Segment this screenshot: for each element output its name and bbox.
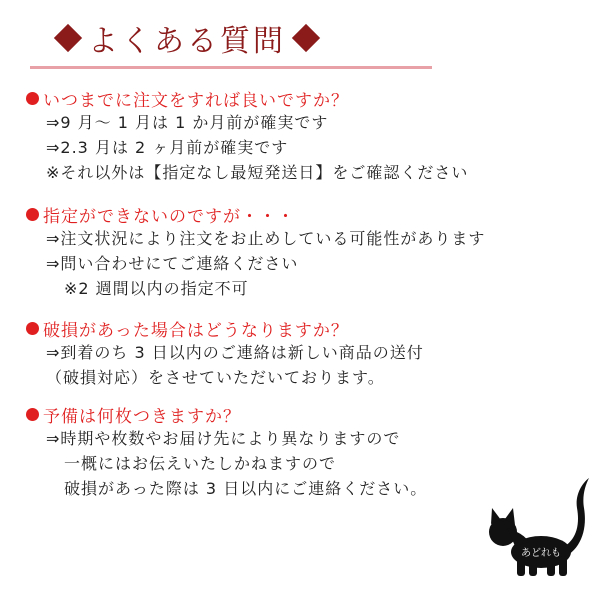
page-title: よくある質問 bbox=[88, 24, 286, 59]
faq-answer-line: ⇒時期や枚数やお届け先により異なりますので bbox=[46, 429, 401, 448]
faq-answer-line: ※2 週間以内の指定不可 bbox=[64, 279, 249, 298]
faq-question-text: 予備は何枚つきますか？ bbox=[43, 406, 241, 427]
red-dot-icon bbox=[26, 92, 39, 105]
faq-answer-line: 一概にはお伝えいたしかねますので bbox=[64, 454, 337, 473]
faq-answer-line: ※それ以外は【指定なし最短発送日】をご確認ください bbox=[46, 163, 469, 182]
faq-question-text: いつまでに注文をすれば良いですか？ bbox=[43, 90, 349, 111]
faq-answer-line: ⇒到着のち 3 日以内のご連絡は新しい商品の送付 bbox=[46, 343, 424, 362]
faq-item-2 bbox=[26, 202, 485, 301]
red-dot-icon bbox=[26, 322, 39, 335]
faq-answer-line: ⇒2.3 月は 2 ヶ月前が確実です bbox=[46, 138, 289, 157]
faq-answer-line: ⇒注文状況により注文をお止めしている可能性があります bbox=[46, 229, 486, 248]
faq-question bbox=[26, 316, 424, 340]
faq-answer-line: （破損対応）をさせていただいております。 bbox=[46, 368, 385, 387]
faq-answer-line: ⇒問い合わせにてご連絡ください bbox=[46, 254, 299, 273]
title-underline bbox=[30, 66, 432, 69]
cat-logo-text: あどれも bbox=[521, 548, 561, 559]
faq-item-1 bbox=[26, 86, 468, 185]
faq-question bbox=[26, 202, 485, 226]
faq-question-text: 指定ができないのですが・・・ bbox=[43, 206, 295, 227]
red-dot-icon bbox=[26, 208, 39, 221]
faq-item-4 bbox=[26, 402, 427, 501]
red-dot-icon bbox=[26, 408, 39, 421]
faq-answer-line: 破損があった際は 3 日以内にご連絡ください。 bbox=[64, 479, 428, 498]
diamond-icon bbox=[292, 24, 320, 52]
black-cat-logo bbox=[485, 470, 595, 580]
faq-item-3 bbox=[26, 316, 424, 390]
faq-answer-line: ⇒9 月～ 1 月は 1 か月前が確実です bbox=[46, 113, 329, 132]
faq-question bbox=[26, 402, 427, 426]
diamond-icon bbox=[54, 24, 82, 52]
title-block bbox=[48, 14, 326, 62]
faq-question-text: 破損があった場合はどうなりますか？ bbox=[43, 320, 349, 341]
faq-question bbox=[26, 86, 468, 110]
